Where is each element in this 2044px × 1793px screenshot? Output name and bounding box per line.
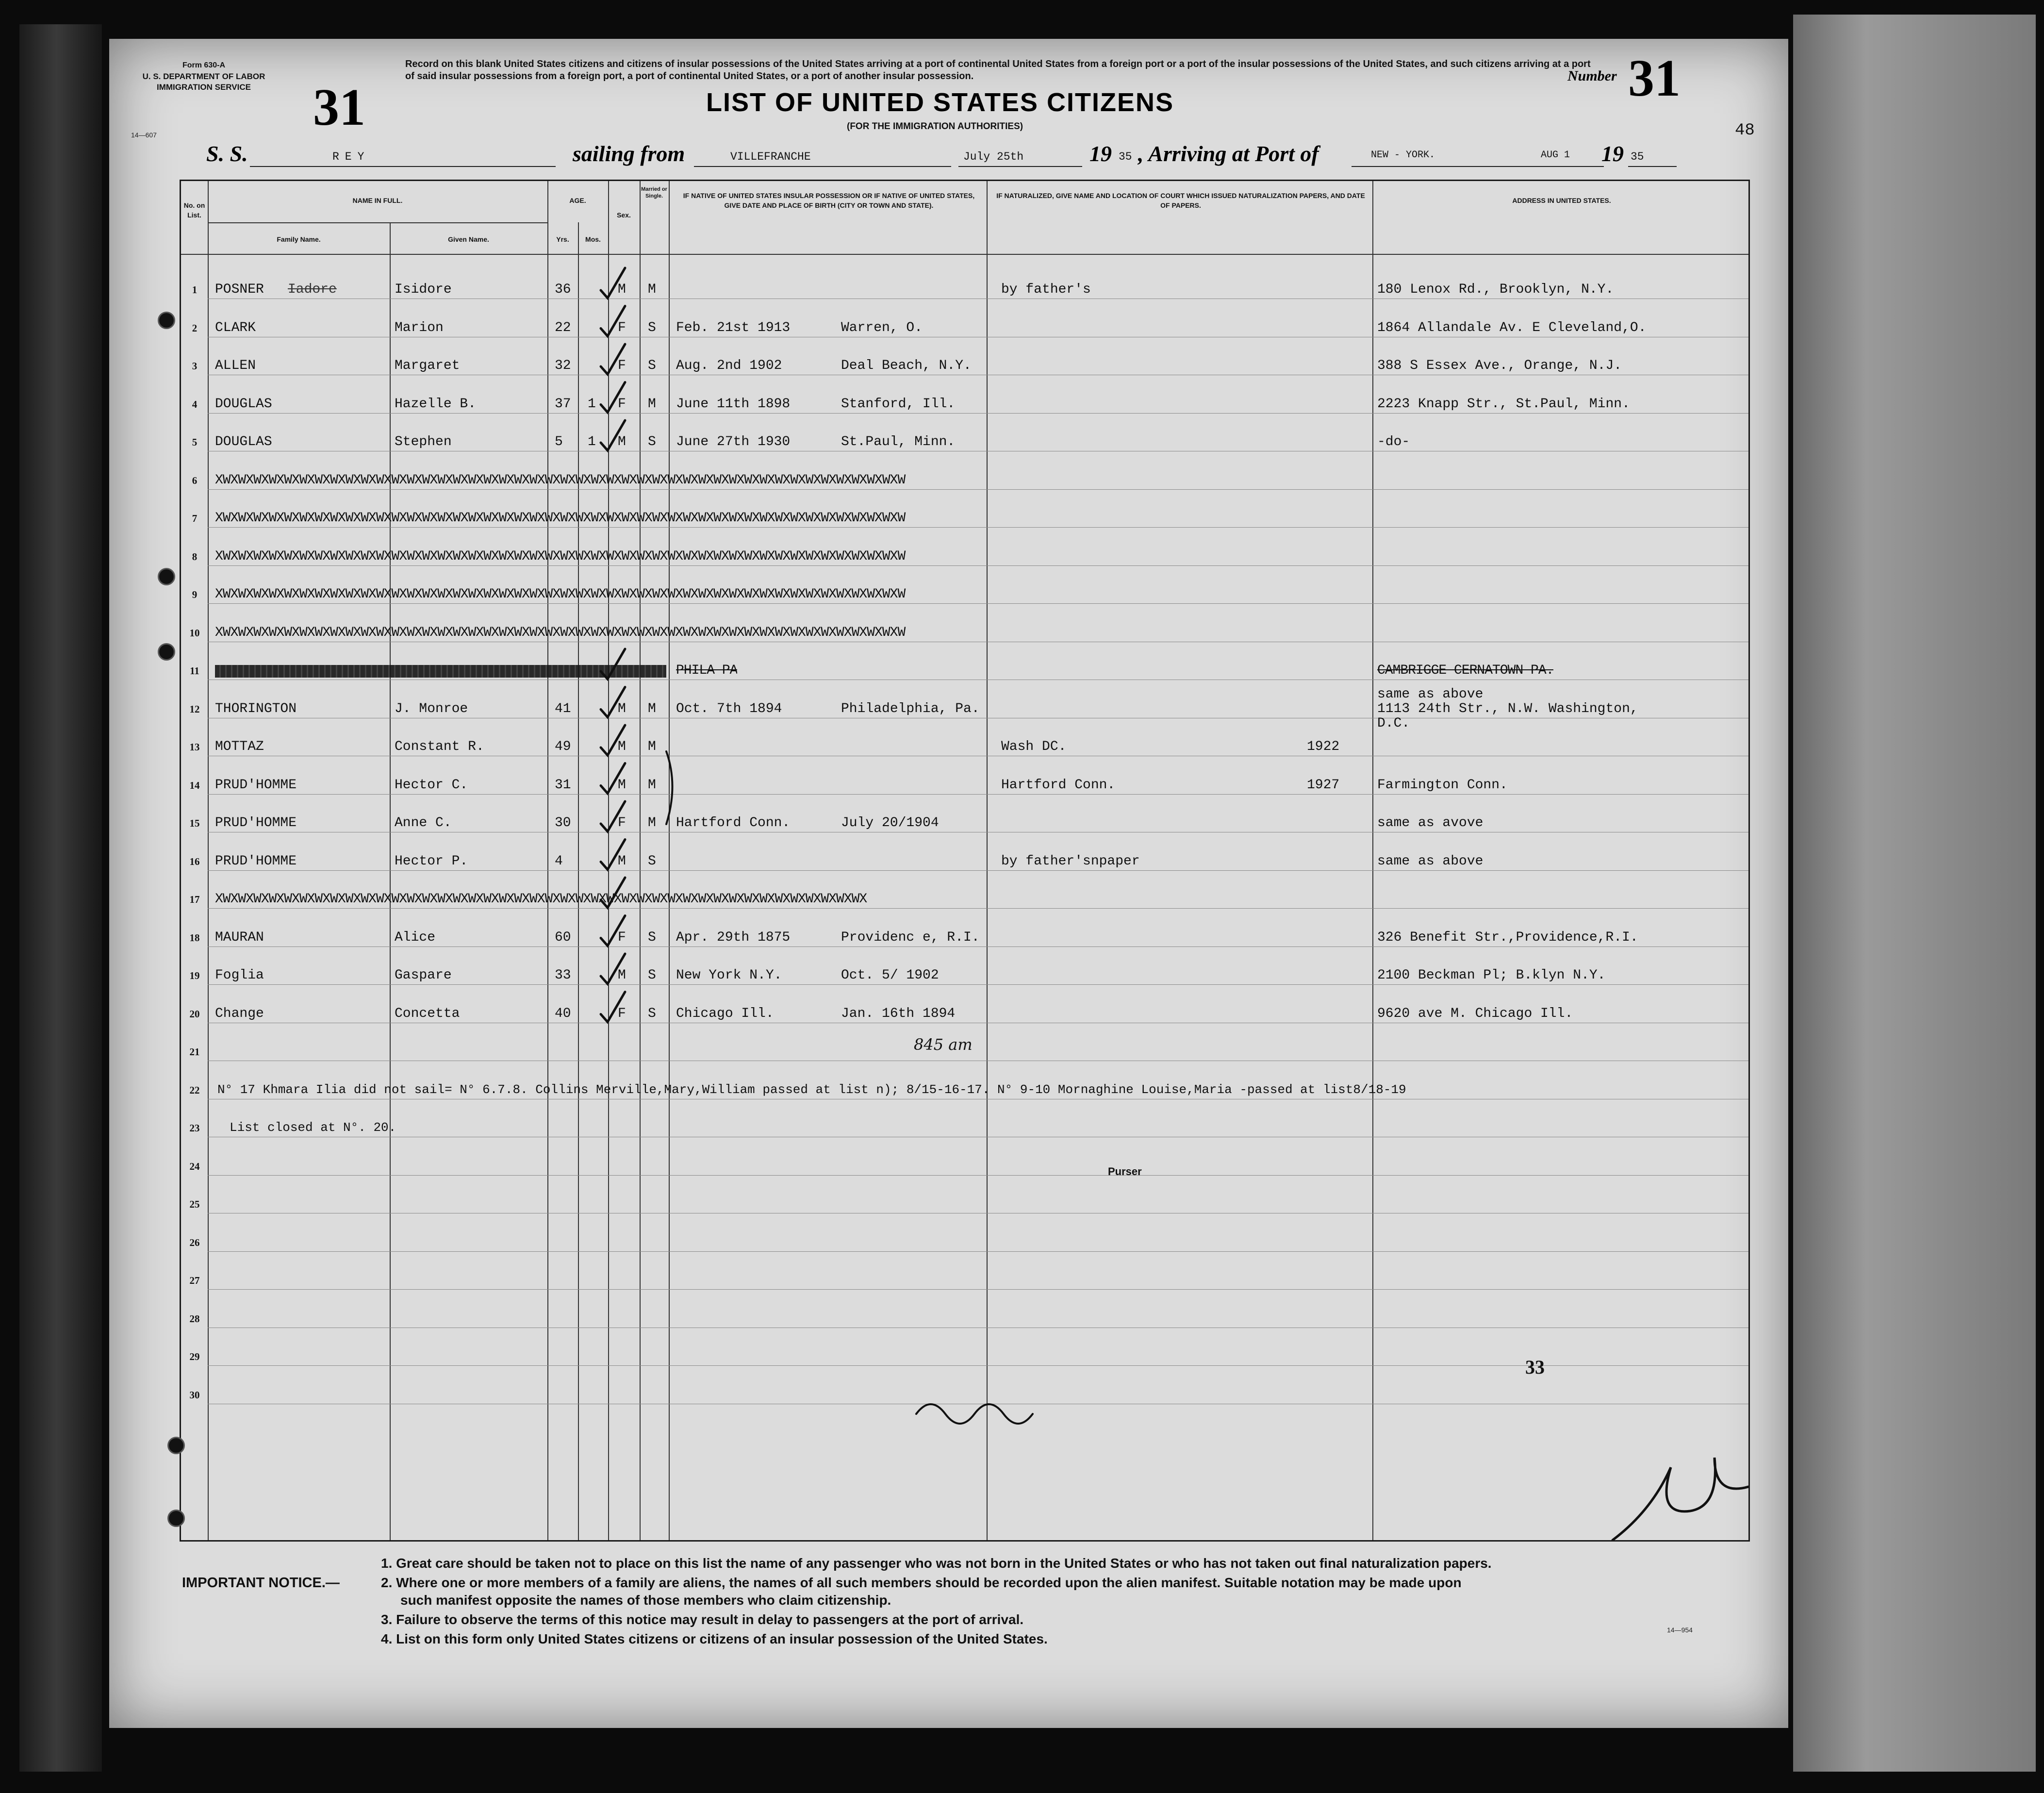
given-name-struck: Iadore [288, 282, 337, 297]
notice-item-1: 1. Great care should be taken not to place on this list the name of any passenger who was not born in the United States or who has not taken out final naturalization papers. [381, 1556, 1492, 1571]
sex: M [618, 853, 626, 869]
check-mark [601, 801, 625, 831]
address: -do- [1377, 434, 1410, 449]
row-number: 20 [189, 1008, 200, 1020]
row-number: 8 [192, 550, 198, 563]
naturalization: Hartford Conn. [1001, 777, 1116, 793]
birth-date: Apr. 29th 1875 [676, 930, 791, 945]
family-name: Change [215, 1006, 264, 1021]
row-number: 5 [192, 436, 198, 448]
marital-status: M [648, 739, 656, 754]
col-given: Given Name. [448, 235, 489, 243]
family-name: PRUD'HOMME [215, 777, 297, 793]
page-subtitle: (FOR THE IMMIGRATION AUTHORITIES) [847, 121, 1023, 132]
address: 2100 Beckman Pl; B.klyn N.Y. [1377, 968, 1606, 983]
given-name: Stephen [395, 434, 452, 449]
bracket-correction [666, 751, 673, 824]
punch-hole [158, 312, 175, 329]
col-married: Married or Single. [641, 186, 667, 199]
notice-item-4: 4. List on this form only United States citizens or citizens of an insular possession of the United States. [381, 1631, 1048, 1646]
dept-line1: U. S. DEPARTMENT OF LABOR [142, 72, 265, 81]
sex: M [618, 701, 626, 716]
row-number: 2 [192, 322, 198, 334]
number-label: Number [1567, 68, 1617, 84]
row-number: 23 [189, 1122, 200, 1134]
sail-date: July 25th [963, 150, 1024, 163]
age-years: 30 [555, 815, 571, 830]
address: 9620 ave M. Chicago Ill. [1377, 1006, 1573, 1021]
age-months: 1 [588, 396, 596, 412]
check-mark [601, 916, 625, 946]
sex: F [618, 1006, 626, 1021]
arrival-port: NEW - YORK. [1371, 149, 1435, 161]
arrival-date: AUG 1 [1541, 149, 1570, 161]
address: Farmington Conn. [1377, 777, 1508, 793]
row-number: 26 [189, 1236, 200, 1248]
row-number: 16 [189, 855, 200, 867]
row-number: 19 [189, 970, 200, 981]
age-years: 33 [555, 968, 571, 983]
age-years: 5 [555, 434, 563, 449]
sex: F [618, 396, 626, 412]
check-mark [601, 344, 625, 374]
row-number: 15 [189, 817, 200, 829]
birth-date: Hartford Conn. [676, 815, 791, 830]
marital-status: S [648, 968, 656, 983]
row-number: 27 [189, 1275, 200, 1286]
family-name: MAURAN [215, 930, 264, 945]
age-years: 36 [555, 282, 571, 297]
row-number: 30 [189, 1389, 200, 1401]
dept-line2: IMMIGRATION SERVICE [157, 83, 251, 92]
family-name: MOTTAZ [215, 739, 264, 754]
address-same: same as above [1377, 686, 1484, 702]
struck-entry: XWXWXWXWXWXWXWXWXWXWXWXWXWXWXWXWXWXWXWXWXWXWXWXWXWXWXWXWXWXWXWXWXWXWXWXWXWXWXWXWXWXWXWXWXW [215, 548, 906, 564]
sex: M [618, 777, 626, 793]
birth-place: St.Paul, Minn. [841, 434, 956, 449]
handwritten-marks [181, 181, 1748, 1540]
marital-status: M [648, 815, 656, 830]
birth-place: Jan. 16th 1894 [841, 1006, 956, 1021]
given-name: Marion [395, 320, 444, 335]
notice-code: 14—954 [1667, 1626, 1693, 1634]
marital-status: S [648, 853, 656, 869]
row-number: 6 [192, 474, 198, 486]
family-name: CLARK [215, 320, 256, 335]
marital-status: S [648, 320, 656, 335]
birth-place: Providenc e, R.I. [841, 930, 980, 945]
given-name: Anne C. [395, 815, 452, 830]
row-number: 18 [189, 931, 200, 944]
arrival-year: 35 [1631, 150, 1644, 163]
naturalization: Wash DC. [1001, 739, 1067, 754]
check-mark [601, 992, 625, 1022]
check-mark [601, 687, 625, 717]
punch-hole [158, 643, 175, 661]
address: 1113 24th Str., N.W. Washington, [1377, 701, 1638, 716]
row-number: 7 [192, 513, 198, 524]
family-name: Foglia [215, 968, 264, 983]
col-mos: Mos. [585, 235, 601, 243]
given-name: Isidore [395, 282, 452, 297]
check-mark [601, 382, 625, 413]
age-years: 32 [555, 358, 571, 373]
form-instructions: Record on this blank United States citizens and citizens of insular possessions of the United States arriving at a port of continental United States from a foreign port or a port of the insular possessions of the United States, and such citizens arriving at a port of said insular possessions from a foreign port, a port of continental United States, or a port of another insular possession. [405, 59, 1591, 82]
age-months: 1 [588, 434, 596, 449]
row-number: 12 [189, 703, 200, 715]
punch-hole [167, 1437, 185, 1454]
given-name: Margaret [395, 358, 460, 373]
birth-date: Chicago Ill. [676, 1006, 774, 1021]
age-years: 4 [555, 853, 563, 869]
marital-status: M [648, 777, 656, 793]
check-mark [601, 268, 625, 298]
struck-birth-place: PHILA PA [676, 663, 738, 678]
sex: F [618, 320, 626, 335]
sex: M [618, 968, 626, 983]
marital-status: M [648, 701, 656, 716]
birth-place: Warren, O. [841, 320, 923, 335]
age-years: 49 [555, 739, 571, 754]
sex: M [618, 739, 626, 754]
age-years: 37 [555, 396, 571, 412]
age-years: 22 [555, 320, 571, 335]
family-name: THORINGTON [215, 701, 297, 716]
page-title: LIST OF UNITED STATES CITIZENS [706, 88, 1174, 117]
address: same as above [1377, 853, 1484, 869]
given-name: Gaspare [395, 968, 452, 983]
sex: F [618, 358, 626, 373]
row-number: 25 [189, 1198, 200, 1210]
row-number: 14 [189, 779, 200, 791]
birth-date: Aug. 2nd 1902 [676, 358, 782, 373]
address: same as avove [1377, 815, 1484, 830]
notice-item-2b: such manifest opposite the names of those members who claim citizenship. [400, 1593, 891, 1608]
struck-entry: XWXWXWXWXWXWXWXWXWXWXWXWXWXWXWXWXWXWXWXWXWXWXWXWXWXWXWXWXWXWXWXWXWXWXWXWXWXWXWXWXWXWXWXWXW [215, 472, 906, 488]
row-number: 4 [192, 398, 198, 410]
address: 326 Benefit Str.,Providence,R.I. [1377, 930, 1638, 945]
check-mark [601, 878, 625, 908]
passenger-table [180, 180, 1750, 1542]
col-native: IF NATIVE OF UNITED STATES INSULAR POSSESSION OR IF NATIVE OF UNITED STATES, GIVE DATE AND PLACE OF BIRTH (CITY OR TOWN AND STATE). [683, 192, 975, 209]
address: 1864 Allandale Av. E Cleveland,O. [1377, 320, 1647, 335]
family-name: PRUD'HOMME [215, 853, 297, 869]
col-age: AGE. [569, 197, 586, 204]
sheet-count: 33 [1525, 1356, 1545, 1378]
age-years: 60 [555, 930, 571, 945]
check-mark [601, 649, 625, 679]
check-mark [601, 420, 625, 450]
year-prefix-1: 19 [1089, 141, 1112, 166]
sex: M [618, 282, 626, 297]
adjacent-page-edge [1793, 15, 2036, 1772]
check-mark [601, 306, 625, 336]
marital-status: S [648, 358, 656, 373]
address-line-2: D.C. [1377, 715, 1410, 731]
row-number: 11 [190, 665, 199, 677]
age-years: 41 [555, 701, 571, 716]
check-mark [601, 840, 625, 870]
marital-status: S [648, 434, 656, 449]
marital-status: S [648, 1006, 656, 1021]
row-number: 13 [189, 741, 200, 753]
manifest-page [109, 39, 1788, 1728]
family-name: DOUGLAS [215, 396, 272, 412]
col-name-in-full: NAME IN FULL. [352, 197, 403, 204]
check-mark [601, 725, 625, 755]
official-initials [1613, 1458, 1748, 1540]
note-line-22: N° 17 Khmara Ilia did not sail= N° 6.7.8. Collins Merville,Mary,William passed at list n); 8/15-16-17. N° 9-10 Mornaghine Louise,Maria -passed at list8/18-19 [217, 1082, 1406, 1097]
struck-entry: XWXWXWXWXWXWXWXWXWXWXWXWXWXWXWXWXWXWXWXWXWXWXWXWXWXWXWXWXWXWXWXWXWXWXWXWXWXWXWXWXWXWXWXWXW [215, 625, 906, 640]
family-name: PRUD'HOMME [215, 815, 297, 830]
age-years: 31 [555, 777, 571, 793]
notice-item-2a: 2. Where one or more members of a family are aliens, the names of all such members should be recorded upon the alien manifest. Suitable notation may be made upon [381, 1575, 1462, 1590]
date-stamp-scribble [916, 1404, 1033, 1424]
marital-status: M [648, 396, 656, 412]
birth-place: Deal Beach, N.Y. [841, 358, 972, 373]
row-number: 28 [189, 1312, 200, 1325]
naturalization: by father'snpaper [1001, 853, 1140, 869]
family-name: POSNER [215, 282, 264, 297]
age-years: 40 [555, 1006, 571, 1021]
punch-hole [158, 568, 175, 585]
col-sex: Sex. [617, 211, 631, 219]
given-name: Hector C. [395, 777, 468, 793]
row-number: 1 [192, 284, 198, 296]
naturalization-year: 1922 [1307, 739, 1340, 754]
row-number: 24 [189, 1160, 200, 1172]
address: 2223 Knapp Str., St.Paul, Minn. [1377, 396, 1630, 412]
row-number: 22 [189, 1084, 200, 1096]
notice-heading: IMPORTANT NOTICE.— [182, 1575, 340, 1591]
family-name: ALLEN [215, 358, 256, 373]
row-number: 9 [192, 589, 198, 600]
col-no: No. on List. [183, 201, 205, 219]
sex: F [618, 930, 626, 945]
marital-status: S [648, 930, 656, 945]
birth-date: Feb. 21st 1913 [676, 320, 791, 335]
birth-date: Oct. 7th 1894 [676, 701, 782, 716]
birth-place: Oct. 5/ 1902 [841, 968, 939, 983]
marital-status: M [648, 282, 656, 297]
given-name: Alice [395, 930, 436, 945]
list-number-right: 31 [1628, 50, 1681, 107]
row-number: 17 [189, 894, 200, 905]
birth-date: New York N.Y. [676, 968, 782, 983]
ss-label: S. S. [206, 141, 248, 166]
struck-entry: XWXWXWXWXWXWXWXWXWXWXWXWXWXWXWXWXWXWXWXWXWXWXWXWXWXWXWXWXWXWXWXWXWXWXWXWXWXWXWXWXWXWXWXWXW [215, 587, 906, 602]
punch-hole [167, 1510, 185, 1527]
birth-place: Stanford, Ill. [841, 396, 956, 412]
birth-place: July 20/1904 [841, 815, 939, 830]
address: 388 S Essex Ave., Orange, N.J. [1377, 358, 1622, 373]
handwritten-time: 845 am [914, 1035, 973, 1054]
note-line-23: List closed at N°. 20. [230, 1120, 396, 1135]
row-number: 21 [189, 1046, 200, 1058]
given-name: Hector P. [395, 853, 468, 869]
col-address: ADDRESS IN UNITED STATES. [1512, 197, 1611, 204]
col-yrs: Yrs. [556, 235, 569, 243]
row-number: 3 [192, 360, 198, 372]
given-name: Hazelle B. [395, 396, 477, 412]
sex: M [618, 434, 626, 449]
sailing-label: sailing from [573, 141, 685, 166]
film-edge-left [19, 24, 102, 1772]
form-id: Form 630-A [182, 61, 226, 69]
check-mark [601, 764, 625, 794]
naturalization-year: 1927 [1307, 777, 1340, 793]
col-naturalized: IF NATURALIZED, GIVE NAME AND LOCATION OF COURT WHICH ISSUED NATURALIZATION PAPERS, AND DATE OF PAPERS. [996, 192, 1365, 209]
birth-place: Philadelphia, Pa. [841, 701, 980, 716]
notice-item-3: 3. Failure to observe the terms of this notice may result in delay to passengers at the port of arrival. [381, 1612, 1024, 1627]
list-number-left: 31 [313, 79, 365, 136]
year-prefix-2: 19 [1601, 141, 1624, 166]
given-name: Concetta [395, 1006, 460, 1021]
given-name: Constant R. [395, 739, 484, 754]
family-name: DOUGLAS [215, 434, 272, 449]
page-number: 48 [1735, 121, 1755, 140]
arriving-label: , Arriving at Port of [1138, 141, 1319, 166]
from-port: VILLEFRANCHE [730, 150, 811, 163]
naturalization: by father's [1001, 282, 1091, 297]
check-mark [601, 954, 625, 984]
given-name: J. Monroe [395, 701, 468, 716]
row-number: 10 [189, 627, 200, 639]
col-family: Family Name. [277, 235, 321, 243]
row-number: 29 [189, 1351, 200, 1362]
purser-label: Purser [1108, 1165, 1142, 1178]
sex: F [618, 815, 626, 830]
struck-entry: XWXWXWXWXWXWXWXWXWXWXWXWXWXWXWXWXWXWXWXWXWXWXWXWXWXWXWXWXWXWXWXWXWXWXWXWXWXWXWXWXWXWX [215, 892, 867, 907]
form-code: 14—607 [131, 131, 157, 139]
address: 180 Lenox Rd., Brooklyn, N.Y. [1377, 282, 1614, 297]
sail-year: 35 [1119, 150, 1132, 163]
ship-name: REY [332, 150, 370, 163]
struck-entry: XWXWXWXWXWXWXWXWXWXWXWXWXWXWXWXWXWXWXWXWXWXWXWXWXWXWXWXWXWXWXWXWXWXWXWXWXWXWXWXWXWXWXWXWXW [215, 511, 906, 526]
birth-date: June 27th 1930 [676, 434, 791, 449]
birth-date: June 11th 1898 [676, 396, 791, 412]
struck-address: CAMBRIGGE CERNATOWN PA. [1377, 663, 1554, 678]
